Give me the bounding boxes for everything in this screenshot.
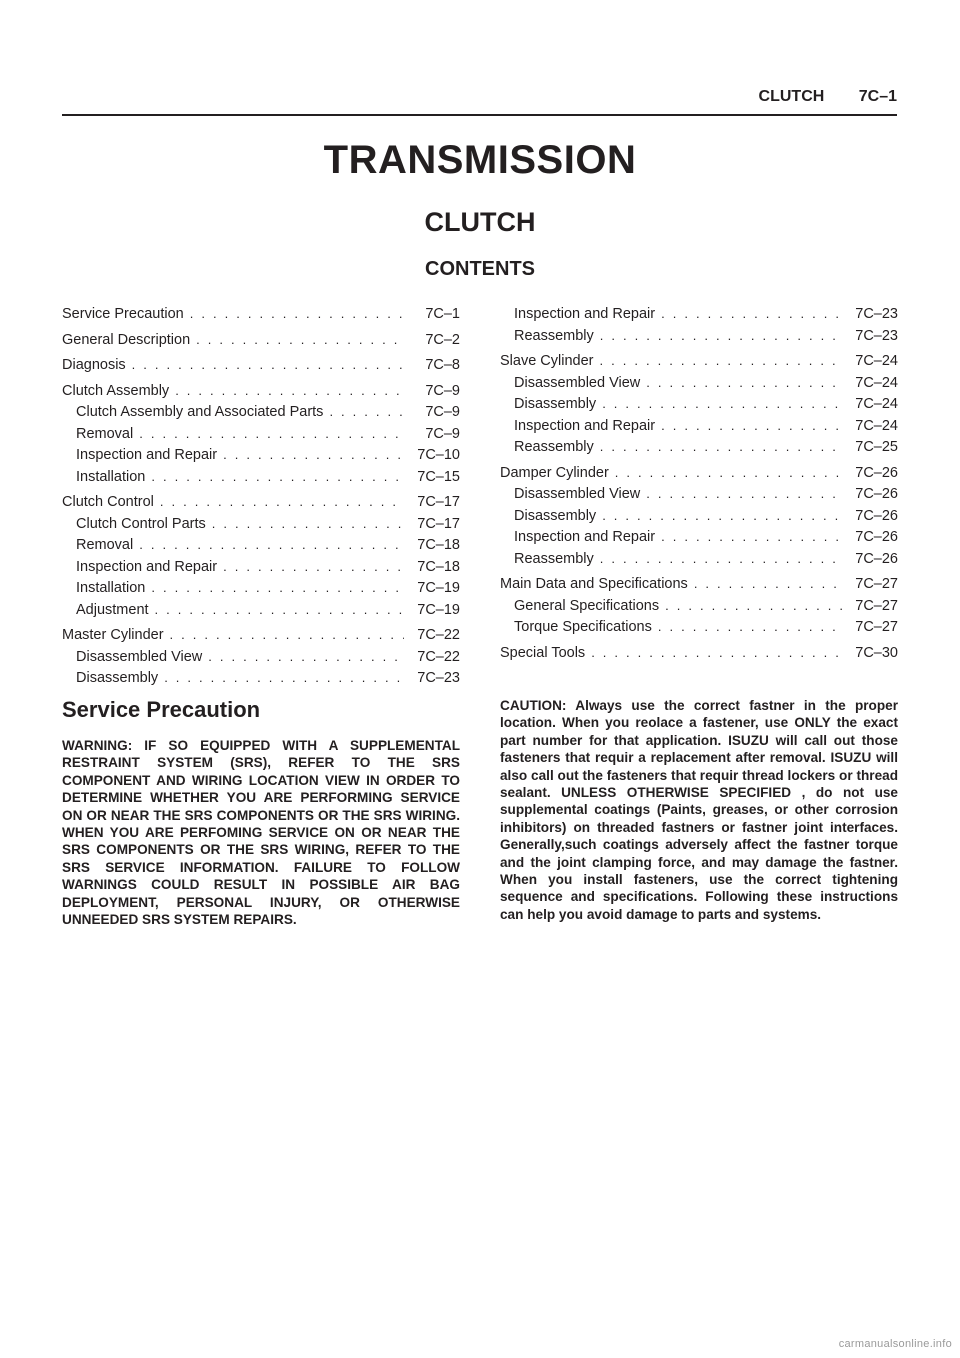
toc-dot-leader [223,447,404,462]
toc-entry-title: Removal [76,537,134,553]
toc-entry-title: Diagnosis [62,357,126,373]
toc-dot-leader [600,439,842,454]
toc-entry [62,580,460,602]
toc-dot-leader [223,559,404,574]
footer-watermark: carmanualsonline.info [838,1338,952,1350]
toc-entry-page: 7C–30 [855,644,898,661]
toc-dot-leader [646,486,842,501]
toc-entry [500,576,898,598]
toc-entry-page: 7C–24 [855,353,898,369]
toc-entry [500,529,898,551]
toc-dot-leader [661,529,842,544]
toc-entry-page: 7C–18 [417,537,460,553]
toc-dot-leader [212,516,404,531]
toc-dot-leader [694,576,842,591]
toc-entry-page: 7C–26 [855,529,898,545]
toc-entry [62,516,460,538]
toc-dot-leader [151,469,404,484]
toc-entry [500,619,898,641]
toc-dot-leader [658,619,842,634]
toc-entry-title: Inspection and Repair [76,447,218,463]
toc-entry [62,537,460,559]
toc-dot-leader [170,627,404,642]
toc-entry [500,508,898,530]
toc-entry-page: 7C–25 [855,439,898,455]
toc-dot-leader [139,426,404,441]
toc-entry-title: Main Data and Specifications [500,576,688,592]
toc-entry-page: 7C–9 [425,404,460,420]
toc-entry [500,375,898,397]
toc-entry-title: Installation [76,468,146,485]
toc-entry-title: Inspection and Repair [514,529,656,545]
toc-entry-page: 7C–10 [417,447,460,463]
toc-dot-leader [661,418,842,433]
toc-entry-title: Reassembly [514,550,594,567]
toc-dot-leader [665,598,842,613]
toc-entry-page: 7C–26 [855,464,898,481]
toc-entry-page: 7C–19 [417,601,460,618]
toc-entry [500,328,898,350]
toc-entry [62,559,460,581]
header-page-number: 7C–1 [858,88,897,105]
warning-paragraph: WARNING: IF SO EQUIPPED WITH A SUPPLEMENTAL RESTRAINT SYSTEM (SRS), REFER TO THE SRS COMPONENT AND WIRING LOCATION VIEW IN ORDER TO DETERMINE WHETHER YOU ARE PERFORMING SERVICE ON OR NEAR THE SRS COMPONENTS OR THE SRS WIRING. WHEN YOU ARE PERFOMING SERVICE ON OR NEAR THE SRS COMPONENTS OR THE SRS WIRING, REFER TO THE SRS SERVICE INFORMATION. FAILURE TO FOLLOW WARNINGS COULD RESULT IN POSSIBLE AIR BAG DEPLOYMENT, PERSONAL INJURY, OR OTHERWISE UNNEEDED SRS SYSTEM REPAIRS. [62,738,460,928]
toc-entry-title: Master Cylinder [62,627,164,643]
toc-entry [62,357,460,379]
toc-entry [500,353,898,375]
toc-entry-title: Disassembled View [76,648,203,665]
toc-dot-leader [591,645,842,660]
toc-dot-leader [190,306,404,321]
toc-left-column [62,306,460,692]
toc-entry [62,627,460,649]
toc-entry [500,486,898,508]
toc-entry-title: Disassembly [76,670,159,686]
toc-entry-page: 7C–19 [417,580,460,596]
toc-right-column [500,306,898,666]
toc-dot-leader [160,494,404,509]
toc-entry [500,598,898,620]
toc-entry-page: 7C–27 [855,619,898,635]
page-header [62,88,897,116]
toc-entry-page: 7C–23 [855,306,898,322]
header-section-title: CLUTCH [758,88,825,105]
toc-entry-title: General Specifications [514,597,660,614]
toc-entry-title: Inspection and Repair [514,417,656,434]
toc-entry-title: Removal [76,425,134,442]
toc-dot-leader [615,465,842,480]
toc-entry [62,670,460,692]
toc-dot-leader [132,357,404,372]
toc-entry-page: 7C–27 [855,597,898,614]
toc-dot-leader [600,551,842,566]
toc-entry-page: 7C–27 [855,576,898,592]
toc-entry-title: Damper Cylinder [500,464,609,481]
toc-entry-page: 7C–23 [417,670,460,686]
toc-entry-page: 7C–23 [855,327,898,344]
toc-entry [62,602,460,624]
toc-entry-title: Disassembly [514,507,597,524]
toc-entry-page: 7C–26 [855,507,898,524]
toc-dot-leader [196,332,404,347]
toc-dot-leader [602,396,842,411]
toc-entry-page: 7C–26 [855,486,898,502]
toc-entry-title: Disassembled View [514,486,641,502]
toc-dot-leader [600,328,842,343]
toc-entry [62,649,460,671]
toc-entry [62,332,460,354]
toc-entry [62,494,460,516]
toc-entry-title: Reassembly [514,439,594,455]
toc-entry-title: Installation [76,580,146,596]
toc-entry-title: Inspection and Repair [514,306,656,322]
toc-entry [500,645,898,667]
document-title: TRANSMISSION [323,138,637,182]
toc-entry [500,306,898,328]
toc-entry-page: 7C–22 [417,648,460,665]
toc-dot-leader [151,580,404,595]
toc-dot-leader [600,353,843,368]
toc-entry-page: 7C–18 [417,558,460,575]
toc-entry [62,469,460,491]
toc-entry-page: 7C–24 [855,374,898,391]
toc-entry-title: Slave Cylinder [500,353,594,369]
toc-dot-leader [175,383,404,398]
toc-entry [62,447,460,469]
toc-entry [500,465,898,487]
toc-entry-page: 7C–8 [425,357,460,373]
toc-entry-title: Clutch Control [62,494,154,510]
document-subtitle: CLUTCH [424,207,536,237]
toc-entry-title: Disassembled View [514,374,641,391]
toc-entry-page: 7C–22 [417,627,460,643]
toc-entry-page: 7C–9 [425,382,460,399]
caution-paragraph: CAUTION: Always use the correct fastner in the proper location. When you reolace a fastener, use ONLY the exact part number for that application. ISUZU will call out those fasteners that requir a replacement after removal. ISUZU will also call out the fasteners that requir thread lockers or thread sealant. UNLESS OTHERWISE SPECIFIED , do not use supplemental coatings (Paints, greases, or other corrosion inhibitors) on threaded fastners or fastner joint interfaces. Generally,such coatings adversely affect the fastner torque and the joint clamping force, and may damage the fastner. When you install fasteners, use the correct tightening sequence and specifications. Following these instructions can help you avoid damage to parts and systems. [500,698,898,922]
toc-entry-title: Special Tools [500,644,586,661]
toc-entry [500,396,898,418]
toc-entry-page: 7C–15 [417,468,460,485]
toc-entry [62,426,460,448]
toc-entry-page: 7C–1 [425,306,460,322]
toc-dot-leader [602,508,842,523]
toc-dot-leader [139,537,404,552]
toc-entry-title: Clutch Control Parts [76,515,206,532]
toc-entry-page: 7C–26 [855,550,898,567]
toc-entry-title: Clutch Assembly and Associated Parts [76,404,324,420]
toc-entry-title: General Description [62,331,191,348]
toc-entry-page: 7C–24 [855,417,898,434]
toc-entry-page: 7C–24 [855,396,898,412]
toc-entry-title: Clutch Assembly [62,382,170,399]
toc-entry [500,439,898,461]
toc-entry-page: 7C–2 [425,331,460,348]
toc-entry [500,551,898,573]
contents-heading: CONTENTS [425,258,535,280]
toc-dot-leader [208,649,404,664]
toc-dot-leader [155,602,404,617]
toc-entry-title: Reassembly [514,327,594,344]
toc-entry-page: 7C–17 [417,494,460,510]
toc-entry-title: Torque Specifications [514,619,652,635]
toc-entry-title: Adjustment [76,601,149,618]
toc-entry [62,404,460,426]
toc-entry-title: Inspection and Repair [76,558,218,575]
section-heading: Service Precaution [62,697,261,722]
toc-entry-title: Service Precaution [62,306,184,322]
toc-entry-page: 7C–17 [417,515,460,532]
toc-entry-title: Disassembly [514,396,597,412]
toc-entry [500,418,898,440]
toc-entry-page: 7C–9 [425,425,460,442]
toc-dot-leader [329,404,404,419]
toc-dot-leader [646,375,842,390]
toc-dot-leader [661,306,842,321]
toc-entry [62,383,460,405]
toc-dot-leader [164,670,404,685]
toc-entry [62,306,460,328]
